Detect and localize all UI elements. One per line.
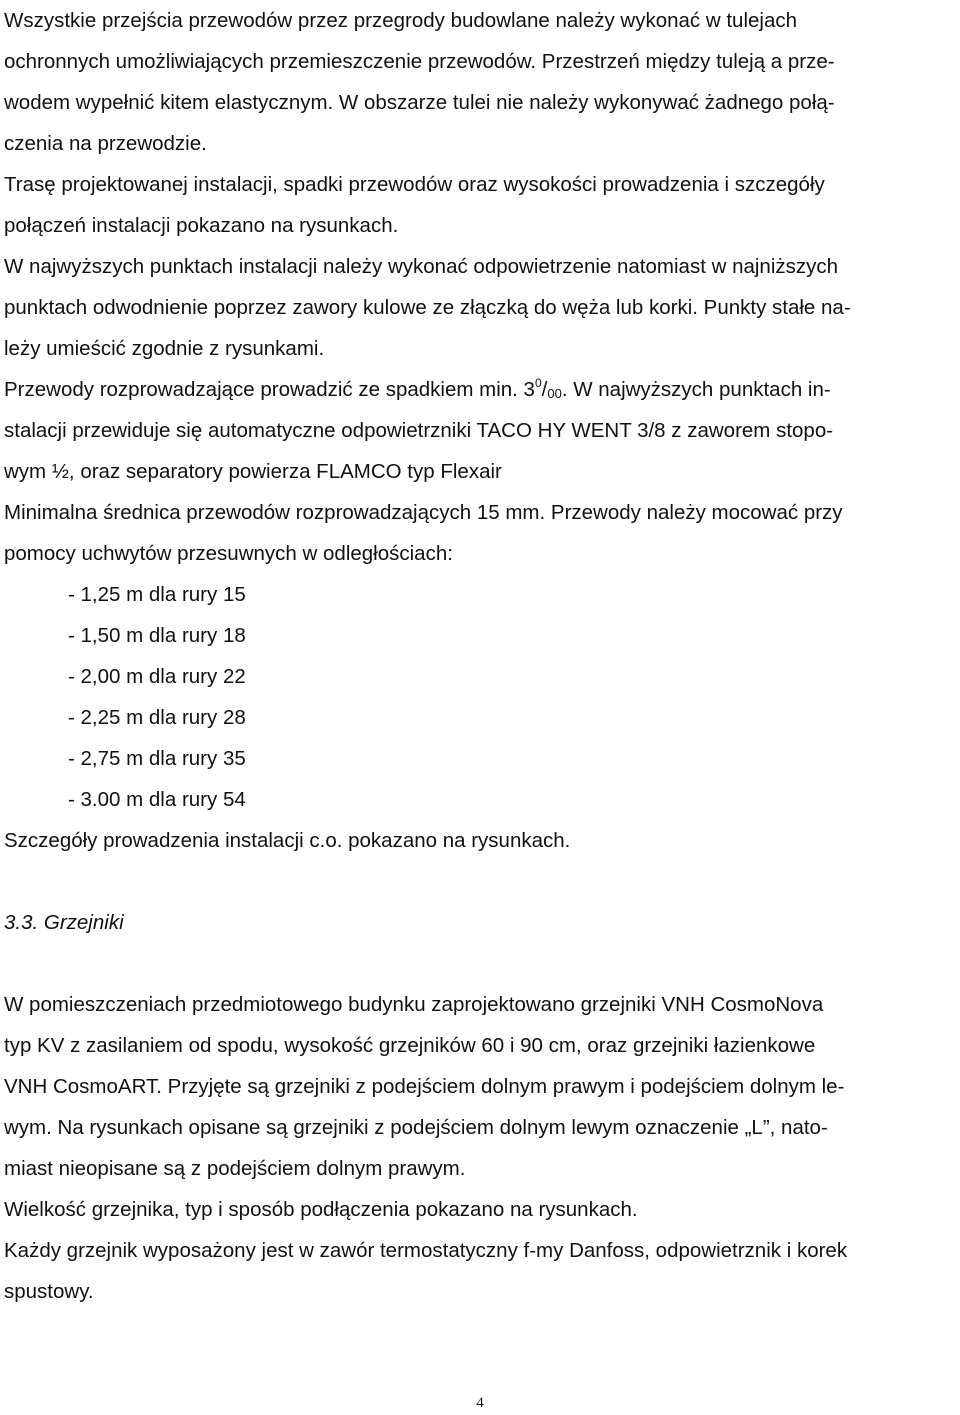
paragraph-line: Wszystkie przejścia przewodów przez przegrody budowlane należy wykonać w tulejach [4, 9, 798, 32]
slope-superscript: 0 [534, 376, 542, 390]
paragraph-line: spustowy. [4, 1280, 94, 1303]
paragraph-line: Szczegóły prowadzenia instalacji c.o. pokazano na rysunkach. [4, 829, 571, 852]
support-spacing-list [4, 574, 954, 820]
list-item: - 2,25 m dla rury 28 [68, 706, 246, 729]
list-item: - 1,50 m dla rury 18 [68, 624, 246, 647]
spacer [4, 943, 954, 984]
paragraph-line: W najwyższych punktach instalacji należy wykonać odpowietrzenie natomiast w najniższych [4, 255, 839, 278]
paragraph-line: miast nieopisane są z podejściem dolnym prawym. [4, 1157, 466, 1180]
paragraph-line: Wielkość grzejnika, typ i sposób podłączenia pokazano na rysunkach. [4, 1198, 638, 1221]
document-page [4, 0, 954, 1312]
list-item: - 3.00 m dla rury 54 [68, 788, 246, 811]
section-heading: 3.3. Grzejniki [4, 911, 124, 934]
spacer [4, 861, 954, 902]
paragraph-line: ochronnych umożliwiających przemieszczenie przewodów. Przestrzeń między tuleją a prze- [4, 50, 835, 73]
paragraph-line: typ KV z zasilaniem od spodu, wysokość grzejników 60 i 90 cm, oraz grzejniki łazienkowe [4, 1034, 816, 1057]
list-item: - 2,00 m dla rury 22 [68, 665, 246, 688]
paragraph-line: wym. Na rysunkach opisane są grzejniki z podejściem dolnym lewym oznaczenie „L”, nato- [4, 1116, 828, 1139]
list-item: - 2,75 m dla rury 35 [68, 747, 246, 770]
paragraph-line: wym ½, oraz separatory powierza FLAMCO typ Flexair [4, 460, 502, 483]
slope-slash: / [541, 378, 548, 401]
page-number: 4 [476, 1395, 484, 1411]
list-item: - 1,25 m dla rury 15 [68, 583, 246, 606]
radiators-section [4, 902, 954, 1312]
pipes-section [4, 0, 954, 861]
paragraph-line: połączeń instalacji pokazano na rysunkach. [4, 214, 399, 237]
paragraph-line: czenia na przewodzie. [4, 132, 207, 155]
paragraph-line: Minimalna średnica przewodów rozprowadzających 15 mm. Przewody należy mocować przy [4, 501, 843, 524]
paragraph-line: punktach odwodnienie poprzez zawory kulowe ze złączką do węża lub korki. Punkty stałe na- [4, 296, 851, 319]
paragraph-line: stalacji przewiduje się automatyczne odpowietrzniki TACO HY WENT 3/8 z zaworem stopo- [4, 419, 834, 442]
slope-line [4, 369, 954, 410]
slope-text-before: Przewody rozprowadzające prowadzić ze spadkiem min. 3 [4, 378, 535, 401]
paragraph-line: wodem wypełnić kitem elastycznym. W obszarze tulei nie należy wykonywać żadnego połą- [4, 91, 835, 114]
paragraph-line: VNH CosmoART. Przyjęte są grzejniki z podejściem dolnym prawym i podejściem dolnym le- [4, 1075, 845, 1098]
paragraph-line: leży umieścić zgodnie z rysunkami. [4, 337, 325, 360]
slope-subscript: 00 [547, 386, 562, 401]
paragraph-line: Trasę projektowanej instalacji, spadki przewodów oraz wysokości prowadzenia i szczegóły [4, 173, 825, 196]
paragraph-line: W pomieszczeniach przedmiotowego budynku zaprojektowano grzejniki VNH CosmoNova [4, 993, 824, 1016]
slope-text-after: . W najwyższych punktach in- [561, 378, 831, 401]
paragraph-line: Każdy grzejnik wyposażony jest w zawór termostatyczny f-my Danfoss, odpowietrznik i korek [4, 1239, 848, 1262]
paragraph-line: pomocy uchwytów przesuwnych w odległościach: [4, 542, 453, 565]
